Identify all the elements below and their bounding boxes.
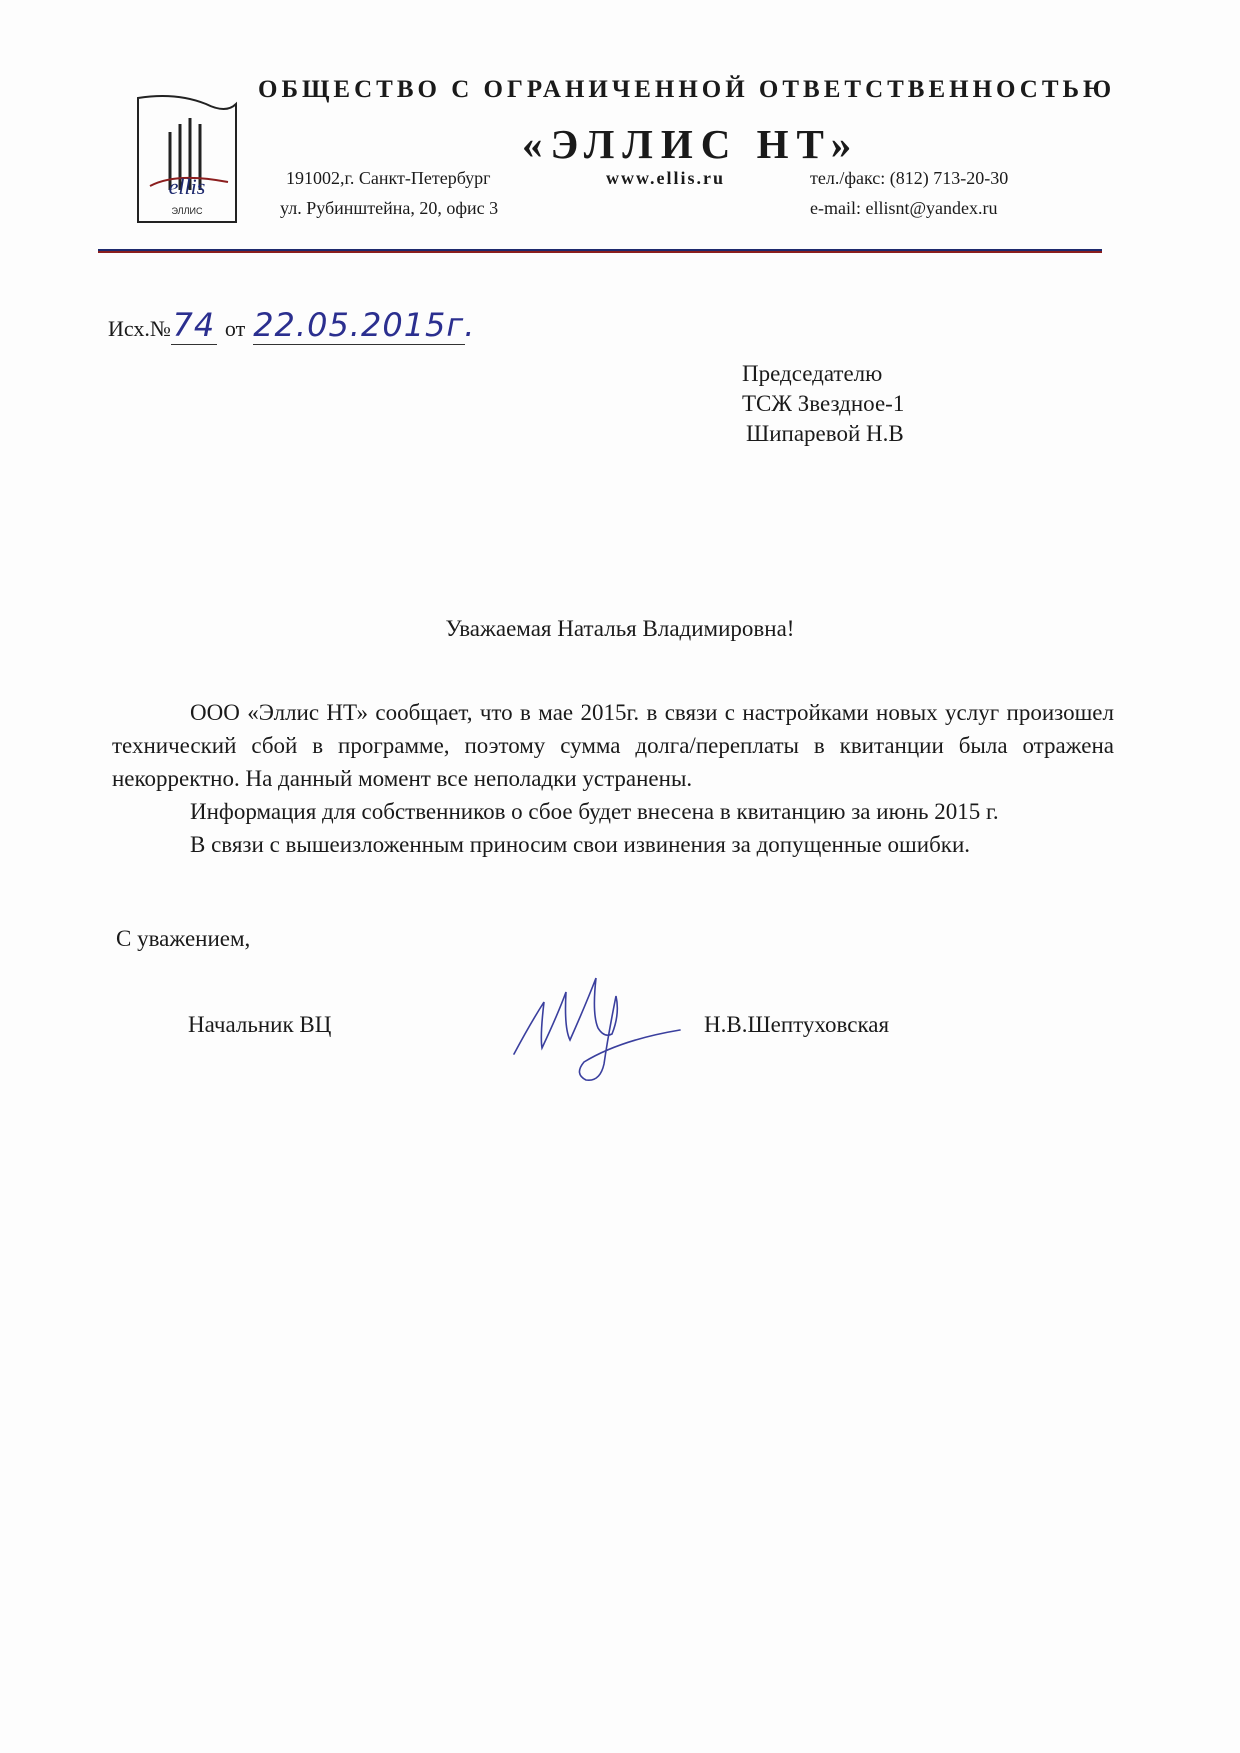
signatory-position: Начальник ВЦ <box>188 1012 332 1037</box>
phone-fax: тел./факс: (812) 713-20-30 <box>810 168 1009 188</box>
salutation: Уважаемая Наталья Владимировна! <box>445 616 795 641</box>
addressee-name: Шипаревой Н.В <box>746 421 904 446</box>
logo-wordmark: ellis <box>168 174 206 199</box>
ref-number: 74 <box>172 306 216 344</box>
org-name: «ЭЛЛИС НТ» <box>522 121 860 167</box>
addressee-title: Председателю <box>742 361 883 386</box>
website-link[interactable]: www.ellis.ru <box>606 168 726 188</box>
body-paragraph: ООО «Эллис НТ» сообщает, что в мае 2015г. в связи с настройками новых услуг произошел технический сбой в программе, поэтому сумма долга/переплаты в квитанции была отражена некорректно. На данный момент все неполадки устранены. <box>112 700 1114 791</box>
letterhead-divider <box>98 249 1102 253</box>
letter-page: ellis ЭЛЛИС ОБЩЕСТВО С ОГРАНИЧЕННОЙ ОТВЕТСТВЕННОСТЬЮ «ЭЛЛИС НТ» 191002,г. Санкт-Петербург ул. Рубинштейна, 20, офис 3 www.ellis.ru тел./факс: (812) 713-20-30 e-mail: ellisnt@yandex.ru Исх.№74 от 22.05.2015г. Председателю ТСЖ Звездное-1 Шипаревой Н.В Уважаемая Наталья Владимировна! ООО «Эллис НТ» сообщает, что в мае 2015г. в связи с настройками новых услуг произошел технический сбой в программе, поэтому сумма долга/переплаты в квитанции была отражена некорректно. На данный момент все неполадки устранены. Информация для собственников о сбое будет внесена в квитанцию за июнь 2015 г. В связи с вышеизложенным приносим свои извинения за допущенные ошибки. С уважением, Начальник ВЦ Н.В.Шептуховская <box>0 0 1240 1753</box>
handwritten-signature <box>500 944 690 1094</box>
signatory-name: Н.В.Шептуховская <box>704 1012 890 1037</box>
email-link[interactable]: e-mail: ellisnt@yandex.ru <box>810 198 998 218</box>
letter-body <box>112 696 1114 861</box>
company-logo <box>136 94 238 224</box>
ref-from-label: от <box>224 316 246 341</box>
closing-phrase: С уважением, <box>116 926 251 951</box>
body-paragraph: В связи с вышеизложенным приносим свои извинения за допущенные ошибки. <box>190 832 971 857</box>
addressee-org: ТСЖ Звездное-1 <box>742 391 905 416</box>
address-line-2: ул. Рубинштейна, 20, офис 3 <box>280 198 499 218</box>
address-line-1: 191002,г. Санкт-Петербург <box>286 168 491 188</box>
ref-date: 22.05.2015г. <box>253 306 476 344</box>
ref-prefix: Исх.№ <box>108 316 171 341</box>
body-paragraph: Информация для собственников о сбое будет внесена в квитанцию за июнь 2015 г. <box>190 799 999 824</box>
logo-caption: ЭЛЛИС <box>171 206 203 216</box>
outgoing-reference <box>108 306 476 345</box>
